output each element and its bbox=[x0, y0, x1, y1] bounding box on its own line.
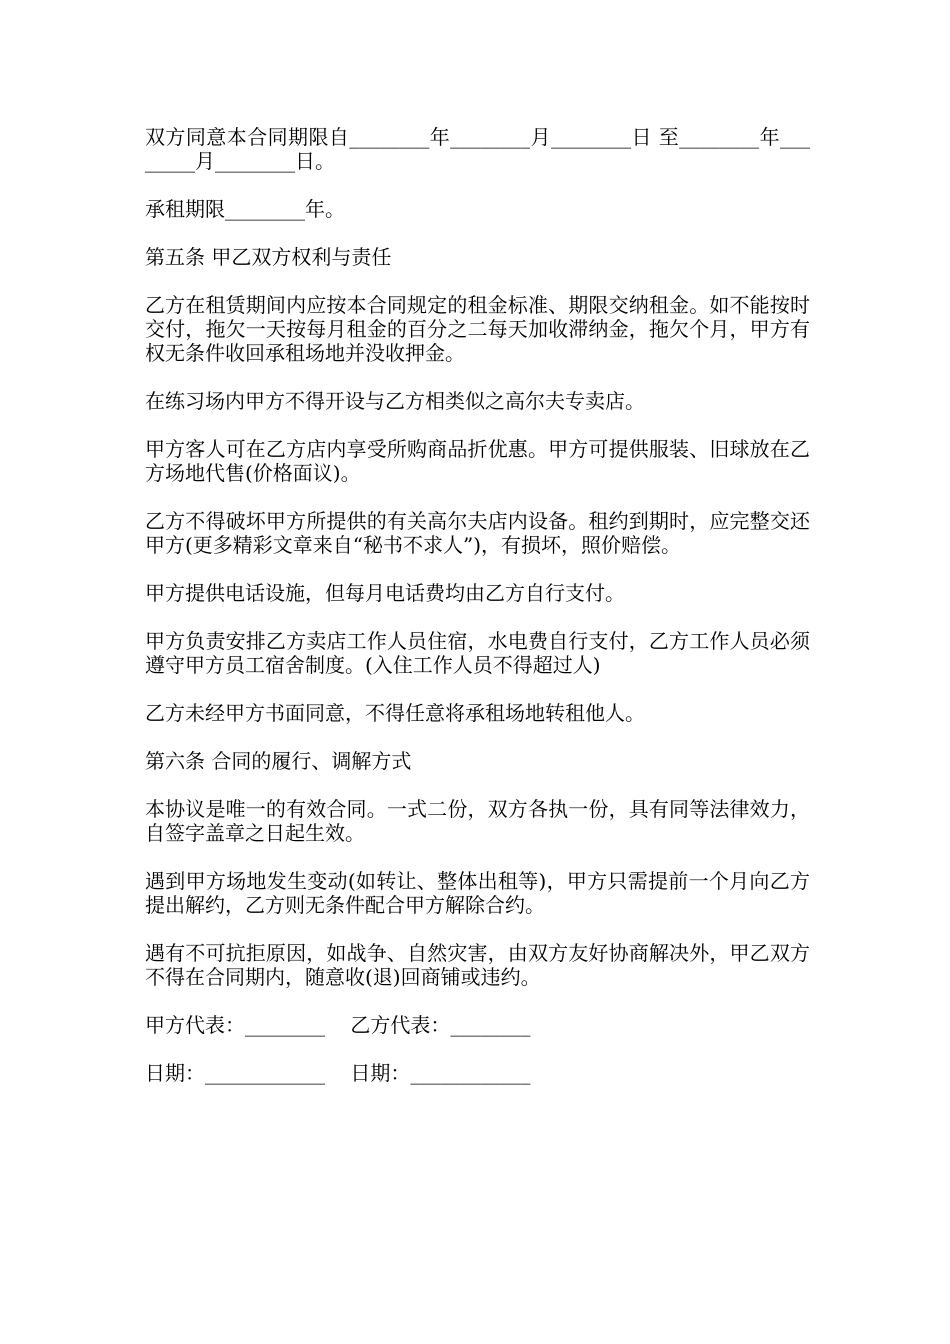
dates-signature-line: 日期：____________ 日期：____________ bbox=[145, 1061, 531, 1085]
sole-contract-paragraph: 本协议是唯一的有效合同。一式二份，双方各执一份，具有同等法律效力，自签字盖章之日起生效。 bbox=[145, 797, 810, 845]
lease-duration-paragraph: 承租期限________年。 bbox=[145, 197, 345, 221]
no-competing-store-paragraph: 在练习场内甲方不得开设与乙方相类似之高尔夫专卖店。 bbox=[145, 389, 645, 413]
equipment-care-paragraph: 乙方不得破坏甲方所提供的有关高尔夫店内设备。租约到期时，应完整交还甲方(更多精彩文章来自“秘书不求人”)，有损坏，照价赔偿。 bbox=[145, 509, 810, 557]
site-change-paragraph: 遇到甲方场地发生变动(如转让、整体出租等)，甲方只需提前一个月向乙方提出解约，乙方则无条件配合甲方解除合约。 bbox=[145, 869, 810, 917]
staff-housing-paragraph: 甲方负责安排乙方卖店工作人员住宿，水电费自行支付，乙方工作人员必须遵守甲方员工宿舍制度。(入住工作人员不得超过人) bbox=[145, 629, 810, 677]
rent-payment-paragraph: 乙方在租赁期间内应按本合同规定的租金标准、期限交纳租金。如不能按时交付，拖欠一天按每月租金的百分之二每天加收滞纳金，拖欠个月，甲方有权无条件收回承租场地并没收押金。 bbox=[145, 293, 810, 365]
guest-discount-paragraph: 甲方客人可在乙方店内享受所购商品折优惠。甲方可提供服装、旧球放在乙方场地代售(价格面议)。 bbox=[145, 437, 810, 485]
term-period-paragraph: 双方同意本合同期限自________年________月________日 至________年________月________日。 bbox=[145, 125, 810, 173]
no-sublease-paragraph: 乙方未经甲方书面同意，不得任意将承租场地转租他人。 bbox=[145, 701, 645, 725]
telephone-paragraph: 甲方提供电话设施，但每月电话费均由乙方自行支付。 bbox=[145, 581, 625, 605]
article-six-heading: 第六条 合同的履行、调解方式 bbox=[145, 749, 412, 773]
force-majeure-paragraph: 遇有不可抗拒原因，如战争、自然灾害，由双方友好协商解决外，甲乙双方不得在合同期内，随意收(退)回商铺或违约。 bbox=[145, 941, 810, 989]
contract-page bbox=[145, 125, 810, 1109]
representatives-signature-line: 甲方代表：________ 乙方代表：________ bbox=[145, 1013, 531, 1037]
article-five-heading: 第五条 甲乙双方权利与责任 bbox=[145, 245, 392, 269]
